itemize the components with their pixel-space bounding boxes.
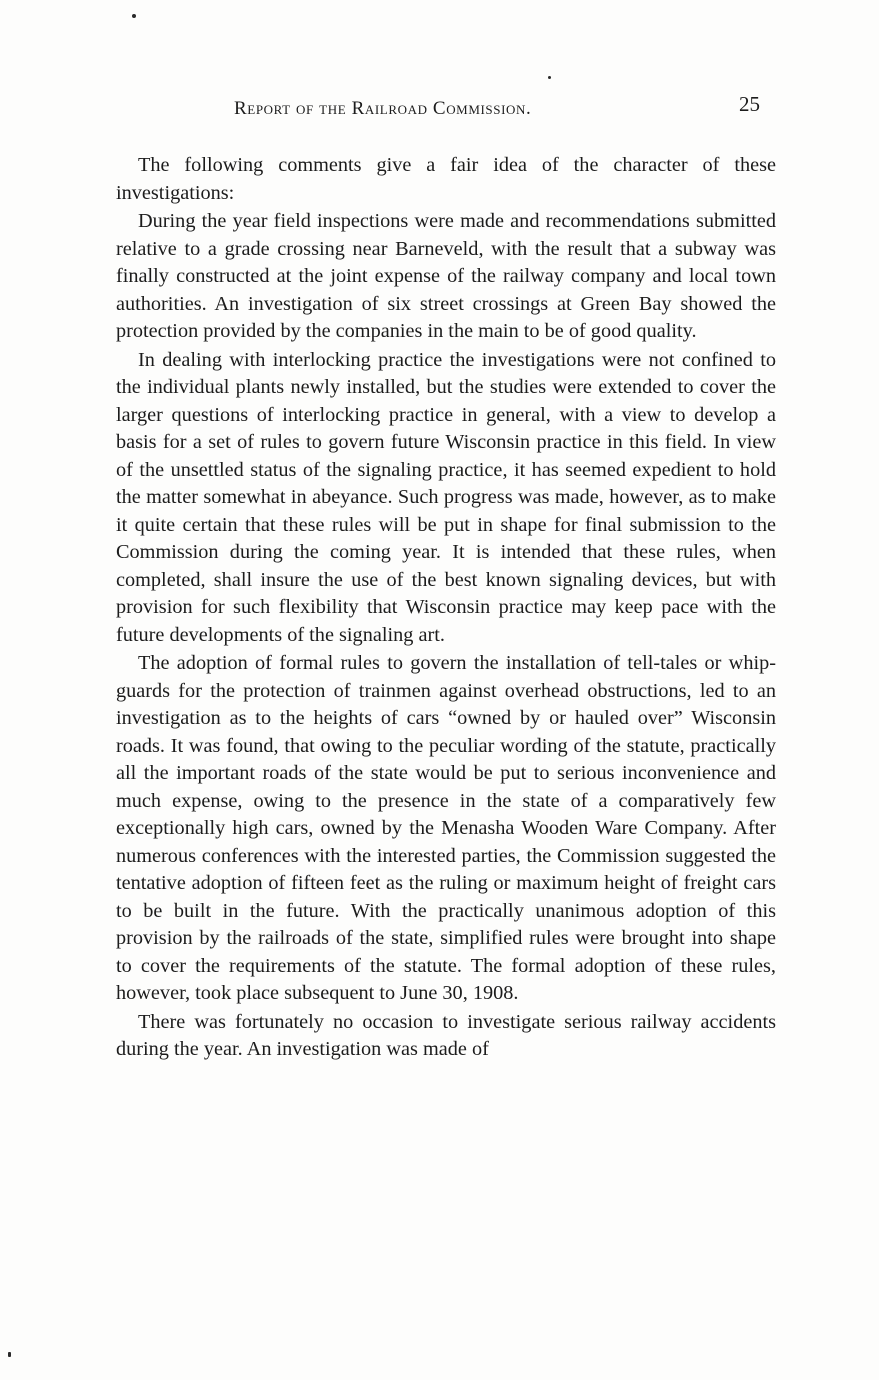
running-head [116,92,776,132]
body-text [116,152,776,1064]
running-title: Report of the Railroad Commission. [234,98,532,119]
ink-speck [548,76,551,79]
paragraph-accidents: There was fortunately no occasion to investigate serious railway accidents during the year. An investigation was made of [116,1010,776,1060]
paragraph-tell-tales: The adoption of formal rules to govern the installation of tell-tales or whip-guards for the protection of trainmen against overhead obstructions, led to an investigation as to the heights of cars “owned by or hauled over” Wisconsin roads. It was found, that owing to the peculiar wording of the statute, practically all the important roads of the state would be put to serious inconvenience and much expense, owing to the presence in the state of a comparatively few exceptionally high cars, owned by the Menasha Wooden Ware Company. After numerous conferences with the interested parties, the Commission suggested the tentative adoption of fifteen feet as the ruling or maximum height of freight cars to be built in the future. With the practically unanimous adoption of this provision by the railroads of the state, simplified rules were brought into shape to cover the requirements of the statute. The formal adoption of these rules, however, took place subsequent to June 30, 1908. [116,652,776,1004]
paragraph-grade-crossings: During the year field inspections were made and recommendations submitted relative to a grade crossing near Barneveld, with the result that a subway was finally constructed at the joint expense of the railway company and local town authorities. An investigation of six street crossings at Green Bay showed the protection provided by the companies in the main to be of good quality. [116,210,776,342]
page-number: 25 [739,92,760,116]
ink-speck [8,1352,11,1357]
paragraph-interlocking: In dealing with interlocking practice the investigations were not confined to the individual plants newly installed, but the studies were extended to cover the larger questions of interlocking practice in general, with a view to develop a basis for a set of rules to govern future Wisconsin practice in this field. In view of the unsettled status of the signaling practice, it has seemed expedient to hold the matter somewhat in abeyance. Such progress was made, however, as to make it quite certain that these rules will be put in shape for final submission to the Commission during the coming year. It is intended that these rules, when completed, shall insure the use of the best known signaling devices, but with provision for such flexibility that Wisconsin practice may keep pace with the future developments of the signaling art. [116,348,776,646]
ink-speck [132,14,136,18]
paragraph-intro: The following comments give a fair idea of the character of these investigations: [116,154,776,204]
